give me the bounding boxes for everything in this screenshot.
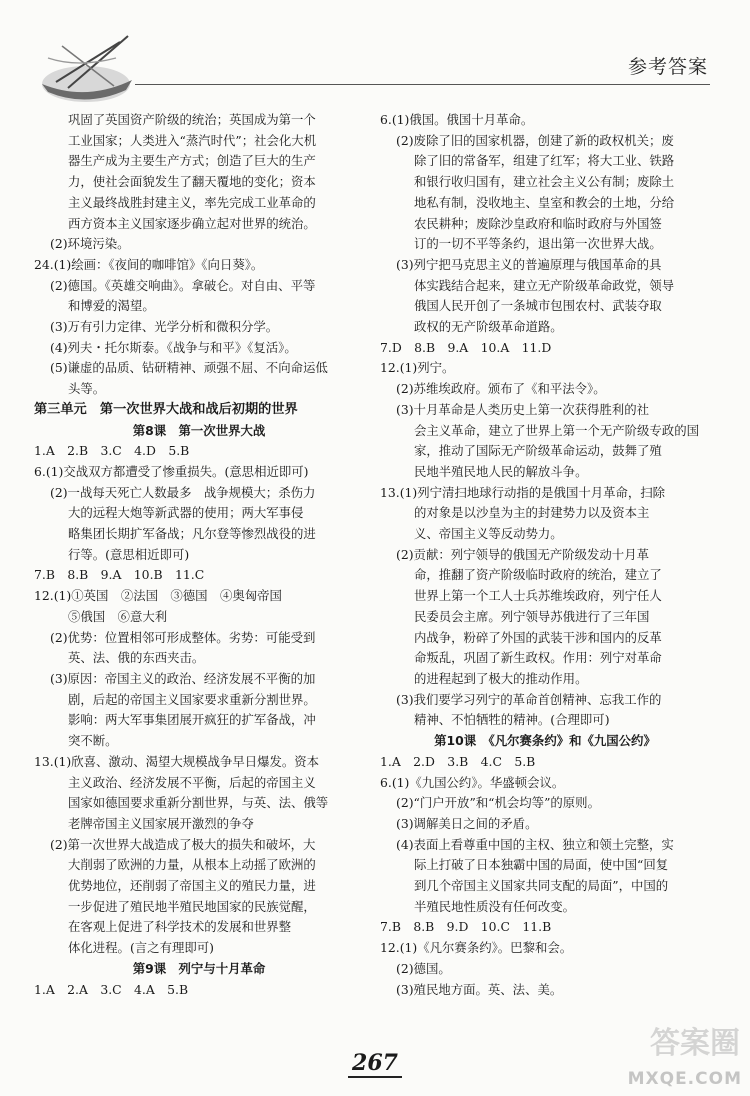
answer-line: 民地半殖民地人民的解放斗争。 [414,463,588,479]
answer-line: 老牌帝国主义国家展开激烈的争夺 [68,815,254,831]
answer-line: 大的远程大炮等新武器的使用；两大军事侵 [68,505,304,521]
answer-column-left [34,110,364,1000]
answer-line: 6.(1)俄国。俄国十月革命。 [380,112,534,127]
answer-line: (2)德国。 [396,960,451,976]
answer-line: 民委员会主席。列宁领导苏俄进行了三年国 [414,608,650,624]
answer-line: 订的一切不平等条约，退出第一次世界大战。 [414,236,662,252]
answer-line: 际上打破了日本独霸中国的局面，使中国“回复 [414,857,669,873]
answer-line: 7.B 8.B 9.D 10.C 11.B [380,919,552,935]
answer-line: 世界上第一个工人士兵苏维埃政府，列宁任人 [414,588,662,604]
answer-line: 主义最终战胜封建主义，率先完成工业革命的 [68,194,316,210]
answer-line: (2)废除了旧的国家机器，创建了新的政权机关；废 [396,132,674,148]
answer-line: 的对象是以沙皇为主的封建势力以及资本主 [414,505,650,521]
answer-line: (4)列夫・托尔斯泰。《战争与和平》《复活》。 [50,339,297,355]
answer-line: 和银行收归国有，建立社会主义公有制；废除土 [414,174,675,190]
answer-line: 剧，后起的帝国主义国家要求重新分割世界。 [68,691,316,707]
answer-line: 1.A 2.A 3.C 4.A 5.B [34,981,189,997]
answer-line: (4)表面上看尊重中国的主权、独立和领土完整，实 [396,836,674,852]
unit-heading: 第三单元 第一次世界大战和战后初期的世界 [34,401,298,417]
header-title: 参考答案 [627,56,708,78]
answer-line: 12.(1)①英国 ②法国 ③德国 ④奥匈帝国 [34,588,282,604]
answer-line: 和博爱的渴望。 [68,298,155,314]
lesson-heading: 第10课 《凡尔赛条约》和《九国公约》 [434,733,656,749]
answer-line: 义、帝国主义等反动势力。 [414,526,563,542]
answer-line: 1.A 2.B 3.C 4.D 5.B [34,443,190,459]
answer-line: 一步促进了殖民地半殖民地国家的民族觉醒， [68,898,316,914]
answer-line: 英、法、俄的东西夹击。 [68,650,205,666]
answer-line: (3)十月革命是人类历史上第一次获得胜利的社 [396,401,649,417]
answer-line: (3)原因：帝国主义的政治、经济发展不平衡的加 [50,670,316,686]
answer-line: 略集团长期扩军备战；凡尔登等惨烈战役的进 [68,526,316,542]
answer-line: 优势地位，还削弱了帝国主义的殖民力量，进 [68,878,316,894]
answer-line: 精神、不怕牺牲的精神。(合理即可) [414,712,610,728]
header-rule [135,84,710,85]
sailboat-logo-icon [28,28,148,110]
answer-line: (2)德国。《英雄交响曲》。拿破仑。对自由、平等 [50,277,316,293]
answer-line: 政权的无产阶级革命道路。 [414,319,563,335]
page-number-text: 267 [348,1050,402,1078]
answer-line: 7.B 8.B 9.A 10.B 11.C [34,567,205,583]
answer-line: (2)第一次世界大战造成了极大的损失和破坏，大 [50,836,316,852]
lesson-heading: 第8课 第一次世界大战 [132,422,266,438]
answer-line: 命，推翻了资产阶级临时政府的统治，建立了 [414,567,662,583]
answer-line: 半殖民地性质没有任何改变。 [414,898,576,914]
watermark-glyphs: 答案圈 [650,1026,740,1061]
answer-line: (2)一战每天死亡人数最多 战争规模大；杀伤力 [50,484,316,500]
answer-line: 家，推动了国际无产阶级革命运动，鼓舞了殖 [414,443,662,459]
answer-line: 12.(1)列宁。 [380,360,455,376]
answer-line: (2)优势：位置相邻可形成整体。劣势：可能受到 [50,629,316,645]
answer-line: 器生产成为主要生产方式；创造了巨大的生产 [68,153,316,169]
answer-line: 影响：两大军事集团展开疯狂的扩军备战，冲 [68,712,316,728]
answer-line: (3)殖民地方面。英、法、美。 [396,981,563,997]
answer-line: (3)列宁把马克思主义的普遍原理与俄国革命的具 [396,256,662,272]
answer-line: 在客观上促进了科学技术的发展和世界整 [68,919,292,935]
answer-line: 体化进程。(言之有理即可) [68,940,214,956]
answer-line: 6.(1)交战双方都遭受了惨重损失。(意思相近即可) [34,463,309,479]
page-header [0,0,750,100]
answer-line: 体实践结合起来，建立无产阶级革命政党，领导 [414,277,675,293]
answer-line: 内战争，粉碎了外国的武装干涉和国内的反革 [414,629,662,645]
answer-line: 工业国家；人类进入“蒸汽时代”；社会化大机 [68,132,317,148]
answer-line: 24.(1)绘画：《夜间的咖啡馆》《向日葵》。 [34,256,264,272]
answer-line: 1.A 2.D 3.B 4.C 5.B [380,753,536,769]
answer-line: 巩固了英国资产阶级的统治；英国成为第一个 [68,112,316,127]
answer-line: 7.D 8.B 9.A 10.A 11.D [380,339,552,355]
answer-line: (2)环境污染。 [50,236,130,252]
answer-line: 西方资本主义国家逐步确立起对世界的统治。 [68,215,316,231]
answer-line: 13.(1)列宁清扫地球行动指的是俄国十月革命，扫除 [380,484,666,500]
answer-line: 国家如德国要求重新分割世界，与英、法、俄等 [68,795,329,811]
answer-line: ⑤俄国 ⑥意大利 [68,608,168,624]
answer-line: 头等。 [68,381,106,397]
answer-line: (2)苏维埃政府。颁布了《和平法令》。 [396,381,606,397]
answer-column-right [380,110,710,1000]
answer-line: (3)调解美日之间的矛盾。 [396,815,538,831]
answer-line: 大削弱了欧洲的力量，从根本上动摇了欧洲的 [68,857,316,873]
watermark-logo [608,1018,748,1093]
answer-line: (2)“门户开放”和“机会均等”的原则。 [396,795,600,811]
answer-line: 会主义革命，建立了世界上第一个无产阶级专政的国 [414,422,699,438]
answer-line: 命叛乱，巩固了新生政权。作用：列宁对革命 [414,650,662,666]
answer-line: 俄国人民开创了一条城市包围农村、武装夺取 [414,298,662,314]
answer-line: 行等。(意思相近即可) [68,546,190,562]
answer-line: 除了旧的常备军，组建了红军；将大工业、铁路 [414,153,675,169]
answer-line: (3)我们要学习列宁的革命首创精神、忘我工作的 [396,691,662,707]
answer-line: 农民耕种；废除沙皇政府和临时政府与外国签 [414,215,662,231]
answer-line: 到几个帝国主义国家共同支配的局面”，中国的 [414,878,669,894]
watermark-site-text: MXQE.COM [627,1069,742,1089]
answer-line: (3)万有引力定律、光学分析和微积分学。 [50,319,279,335]
answer-line: 12.(1)《凡尔赛条约》。巴黎和会。 [380,940,573,956]
answer-line: 力，使社会面貌发生了翻天覆地的变化；资本 [68,174,316,190]
answer-line: 突不断。 [68,733,118,749]
answer-line: 13.(1)欣喜、激动、渴望大规模战争早日爆发。资本 [34,753,320,769]
answer-line: (5)谦虚的品质、钻研精神、顽强不屈、不向命运低 [50,360,328,376]
answer-line: 地私有制，没收地主、皇室和教会的土地，分给 [414,194,675,210]
lesson-heading: 第9课 列宁与十月革命 [132,960,266,976]
answer-line: 主义政治、经济发展不平衡，后起的帝国主义 [68,774,316,790]
answer-line: (2)贡献：列宁领导的俄国无产阶级发动十月革 [396,546,649,562]
answer-line: 的进程起到了极大的推动作用。 [414,670,588,686]
answer-line: 6.(1)《九国公约》。华盛顿会议。 [380,774,565,790]
